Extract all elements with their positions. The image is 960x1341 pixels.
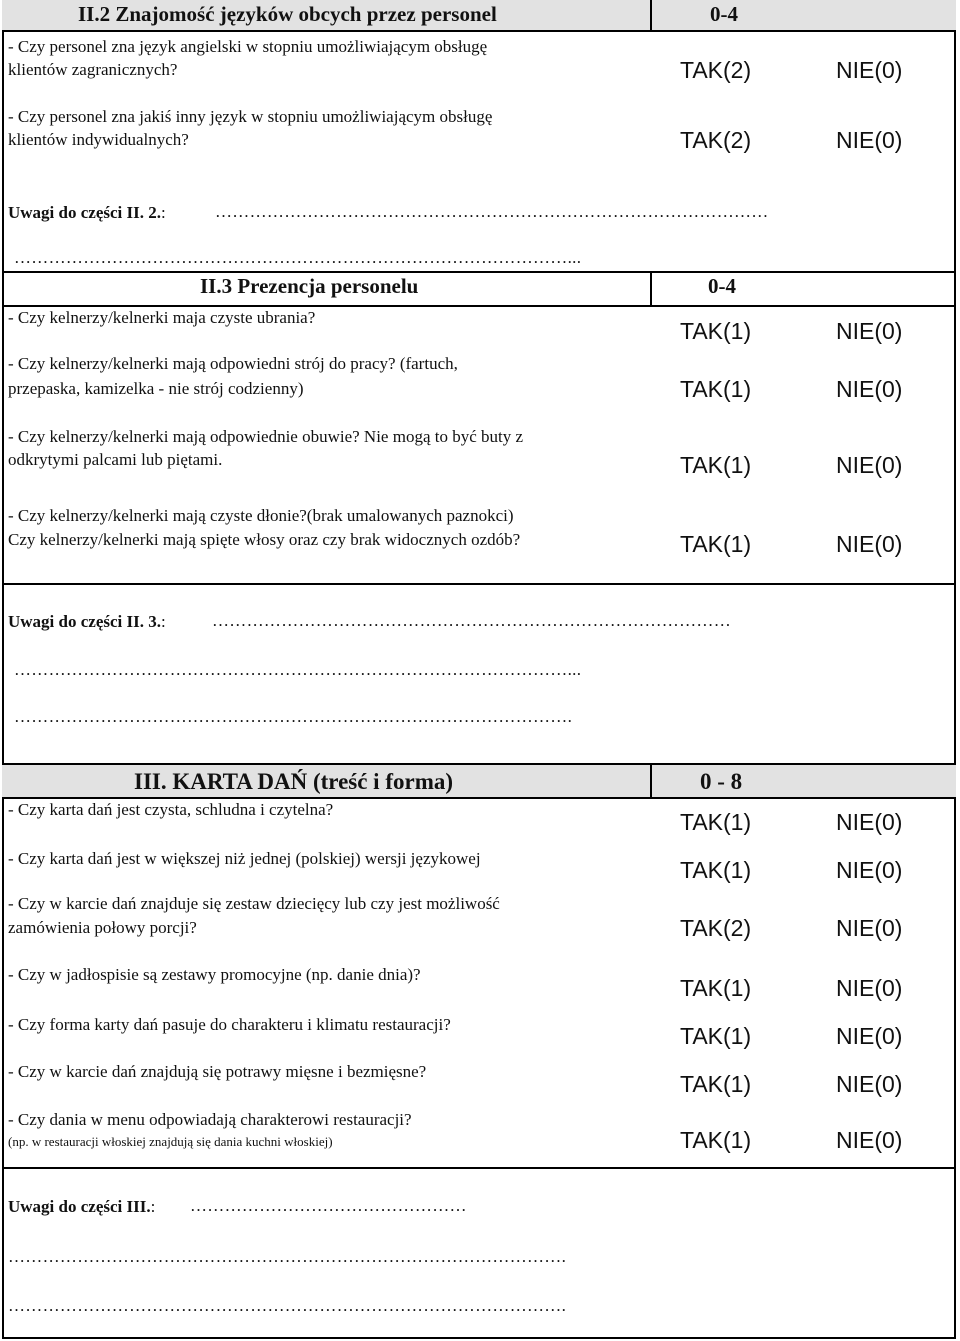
- question-text: - Czy w karcie dań znajdują się potrawy mięsne i bezmięsne?: [8, 1062, 427, 1081]
- question-text: - Czy w karcie dań znajduje się zestaw dziecięcy lub czy jest możliwość: [8, 894, 500, 913]
- header-divider: [650, 271, 652, 305]
- notes-colon: :: [160, 203, 166, 222]
- answer-no-option[interactable]: NIE(0): [836, 857, 903, 883]
- notes-colon: :: [160, 612, 166, 631]
- answer-yes-option[interactable]: TAK(2): [680, 57, 752, 83]
- notes-line: [8, 202, 166, 224]
- question-text: - Czy kelnerzy/kelnerki mają czyste dłonie?(brak umalowanych paznokci): [8, 506, 514, 525]
- question-text: - Czy personel zna język angielski w stopniu umożliwiającym obsługę: [8, 37, 488, 56]
- notes-label: Uwagi do części II. 3.: [8, 612, 161, 631]
- notes-line: [8, 1196, 155, 1218]
- answer-yes-option[interactable]: TAK(1): [680, 376, 752, 402]
- notes-colon: :: [150, 1197, 156, 1216]
- section-score-range: 0-4: [710, 2, 738, 26]
- question-text: klientów zagranicznych?: [8, 60, 178, 79]
- notes-fill-line[interactable]: ……………………………………………………………………………………...: [14, 248, 582, 267]
- answer-no-option[interactable]: NIE(0): [836, 1127, 903, 1153]
- question-text: przepaska, kamizelka - nie strój codzienny): [8, 379, 304, 398]
- answer-yes-option[interactable]: TAK(1): [680, 531, 752, 557]
- section-divider: [2, 583, 956, 585]
- answer-yes-option[interactable]: TAK(1): [680, 1071, 752, 1097]
- section-divider: [2, 271, 956, 273]
- section-header-iii: [2, 763, 956, 799]
- answer-yes-option[interactable]: TAK(1): [680, 857, 752, 883]
- answer-no-option[interactable]: NIE(0): [836, 975, 903, 1001]
- answer-no-option[interactable]: NIE(0): [836, 318, 903, 344]
- question-note: (np. w restauracji włoskiej znajdują się dania kuchni włoskiej): [8, 1134, 333, 1149]
- header-divider: [650, 0, 652, 32]
- answer-no-option[interactable]: NIE(0): [836, 809, 903, 835]
- question-text: zamówienia połowy porcji?: [8, 918, 197, 937]
- answer-no-option[interactable]: NIE(0): [836, 1023, 903, 1049]
- question-text: klientów indywidualnych?: [8, 130, 189, 149]
- notes-fill-line[interactable]: ……………………………………………………………………………………...: [14, 660, 582, 679]
- notes-fill-line[interactable]: …………………………………………………………………………………….: [8, 1247, 567, 1266]
- question-text: - Czy karta dań jest w większej niż jednej (polskiej) wersji językowej: [8, 849, 481, 868]
- question-text: - Czy kelnerzy/kelnerki maja czyste ubrania?: [8, 308, 316, 327]
- answer-yes-option[interactable]: TAK(1): [680, 452, 752, 478]
- section-divider: [2, 1167, 956, 1169]
- notes-fill-line[interactable]: …………………………………………………………………………………….: [14, 707, 573, 726]
- answer-yes-option[interactable]: TAK(2): [680, 127, 752, 153]
- answer-yes-option[interactable]: TAK(1): [680, 1127, 752, 1153]
- section-title: III. KARTA DAŃ (treść i forma): [134, 769, 454, 794]
- answer-no-option[interactable]: NIE(0): [836, 1071, 903, 1097]
- answer-yes-option[interactable]: TAK(2): [680, 915, 752, 941]
- question-text: - Czy kelnerzy/kelnerki mają odpowiednie obuwie? Nie mogą to być buty z: [8, 427, 524, 446]
- question-text: Czy kelnerzy/kelnerki mają spięte włosy oraz czy brak widocznych ozdób?: [8, 530, 521, 549]
- section-title: II.2 Znajomość języków obcych przez personel: [78, 2, 497, 26]
- notes-fill-line[interactable]: …………………………………………………………………………………….: [8, 1296, 567, 1315]
- answer-yes-option[interactable]: TAK(1): [680, 1023, 752, 1049]
- notes-label: Uwagi do części III.: [8, 1197, 151, 1216]
- section-score-range: 0-4: [708, 274, 736, 298]
- answer-no-option[interactable]: NIE(0): [836, 915, 903, 941]
- answer-no-option[interactable]: NIE(0): [836, 531, 903, 557]
- header-divider: [650, 763, 652, 799]
- section-title: II.3 Prezencja personelu: [200, 274, 419, 298]
- section-score-range: 0 - 8: [700, 769, 743, 794]
- question-text: - Czy kelnerzy/kelnerki mają odpowiedni strój do pracy? (fartuch,: [8, 354, 458, 373]
- answer-no-option[interactable]: NIE(0): [836, 452, 903, 478]
- question-text: - Czy karta dań jest czysta, schludna i czytelna?: [8, 800, 334, 819]
- question-text: - Czy dania w menu odpowiadają charakterowi restauracji?: [8, 1110, 412, 1129]
- section-header-ii2: [2, 0, 956, 32]
- notes-label: Uwagi do części II. 2.: [8, 203, 161, 222]
- question-text: - Czy personel zna jakiś inny język w stopniu umożliwiającym obsługę: [8, 107, 493, 126]
- question-text: - Czy forma karty dań pasuje do charakteru i klimatu restauracji?: [8, 1015, 451, 1034]
- notes-fill-line[interactable]: ……………………………………………………………………………………: [215, 202, 769, 221]
- answer-no-option[interactable]: NIE(0): [836, 376, 903, 402]
- question-text: - Czy w jadłospisie są zestawy promocyjne (np. danie dnia)?: [8, 965, 421, 984]
- answer-no-option[interactable]: NIE(0): [836, 57, 903, 83]
- answer-yes-option[interactable]: TAK(1): [680, 809, 752, 835]
- answer-yes-option[interactable]: TAK(1): [680, 318, 752, 344]
- notes-fill-line[interactable]: ………………………………………………………………………………: [212, 611, 731, 630]
- notes-fill-line[interactable]: …………………………………………: [190, 1196, 467, 1215]
- answer-yes-option[interactable]: TAK(1): [680, 975, 752, 1001]
- answer-no-option[interactable]: NIE(0): [836, 127, 903, 153]
- question-text: odkrytymi palcami lub piętami.: [8, 450, 223, 469]
- notes-line: [8, 611, 166, 633]
